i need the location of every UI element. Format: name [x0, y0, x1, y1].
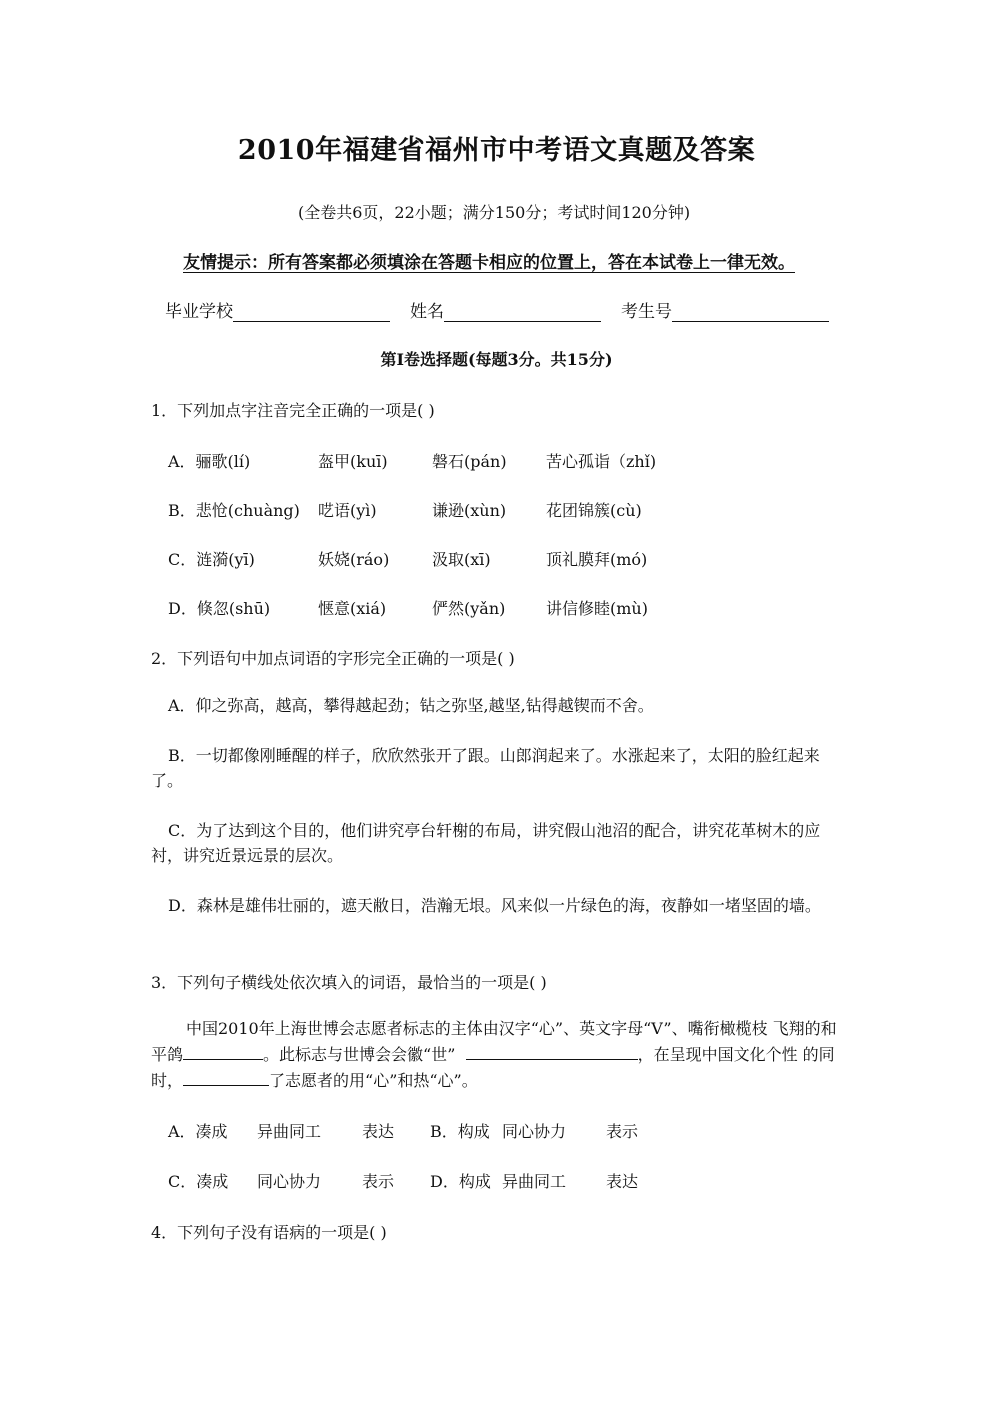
passage-text: 中国2010年上海世博会志愿者标志的主体由汉字“心”、英文字母“V”、嘴衔橄榄枝 飞翔的和平鸽 — [151, 1019, 837, 1064]
fill-blank-1[interactable] — [183, 1041, 263, 1060]
page-title: 2010年福建省福州市中考语文真题及答案 — [237, 135, 756, 166]
passage-text: 了志愿者的用“心”和热“心”。 — [269, 1071, 478, 1090]
question-1-stem: 1．下列加点字注音完全正确的一项是( ) — [151, 401, 435, 420]
school-label: 毕业学校 — [165, 302, 233, 322]
option-text: 表示 — [362, 1172, 395, 1191]
q2-option-a: A．仰之弥高，越高，攀得越起劲；钻之弥坚,越坚,钻得越锲而不舍。 — [168, 696, 654, 715]
school-field[interactable] — [165, 297, 390, 322]
option-text: 呓语(yì) — [318, 501, 377, 520]
passage-text: 。此标志与世博会会徽“世” — [263, 1045, 456, 1064]
option-text: 讲信修睦(mù) — [546, 599, 648, 618]
option-text: 惬意(xiá) — [318, 599, 387, 618]
section-title: 第Ⅰ卷选择题(每题3分。共15分) — [380, 350, 613, 369]
notice: 友情提示：所有答案都必须填涂在答题卡相应的位置上，答在本试卷上一律无效。 — [183, 253, 795, 273]
option-text: 表达 — [606, 1172, 639, 1191]
name-field[interactable] — [410, 297, 601, 322]
exam-info: (全卷共6页，22小题；满分150分；考试时间120分钟) — [298, 203, 691, 222]
option-text: 表达 — [362, 1122, 395, 1141]
option-text: A．凑成 — [168, 1122, 228, 1141]
option-text: 苦心孤诣（zhǐ) — [546, 452, 657, 471]
option-text: B．构成 — [430, 1122, 490, 1141]
option-text: D．构成 — [430, 1172, 491, 1191]
name-label: 姓名 — [410, 302, 444, 322]
option-text: 俨然(yǎn) — [432, 599, 506, 618]
passage-text: ，在呈现中国文化个性 的同时， — [151, 1045, 835, 1090]
q2-option-c: C．为了达到这个目的，他们讲究亭台轩榭的布局，讲究假山池沼的配合，讲究花革树木的应衬，讲究近景远景的层次。 — [151, 821, 821, 865]
option-text: A．骊歌(lí) — [168, 452, 251, 471]
option-text: D．倏忽(shū) — [168, 599, 271, 618]
question-3-stem: 3．下列句子横线处依次填入的词语，最恰当的一项是( ) — [151, 973, 547, 992]
q3-passage — [151, 1016, 846, 1093]
option-text: 汲取(xī) — [432, 550, 491, 569]
candidate-fields — [165, 297, 847, 322]
name-blank[interactable] — [444, 303, 601, 322]
option-text: 盔甲(kuī) — [318, 452, 388, 471]
option-text: B．悲怆(chuàng) — [168, 501, 300, 520]
q2-option-b: B．一切都像刚睡醒的样子，欣欣然张开了跟。山郎润起来了。水涨起来了，太阳的脸红起来了。 — [151, 746, 820, 790]
option-text: 异曲同工 — [257, 1122, 322, 1141]
exam-number-field[interactable] — [621, 297, 829, 322]
question-2-stem: 2．下列语句中加点词语的字形完全正确的一项是( ) — [151, 649, 515, 668]
option-text: 磐石(pán) — [432, 452, 507, 471]
exam-number-blank[interactable] — [672, 303, 829, 322]
option-text: 同心协力 — [502, 1122, 567, 1141]
option-text: C．凑成 — [168, 1172, 229, 1191]
fill-blank-3[interactable] — [183, 1067, 269, 1086]
option-text: 异曲同工 — [502, 1172, 567, 1191]
exam-number-label: 考生号 — [621, 302, 672, 322]
option-text: C．涟漪(yī) — [168, 550, 255, 569]
option-text: 妖娆(ráo) — [318, 550, 390, 569]
question-4-stem: 4．下列句子没有语病的一项是( ) — [151, 1223, 387, 1242]
q2-option-d: D．森林是雄伟壮丽的，遮天敝日，浩瀚无垠。风来似一片绿色的海，夜静如一堵坚固的墙。 — [168, 896, 821, 915]
option-text: 表示 — [606, 1122, 639, 1141]
school-blank[interactable] — [233, 303, 390, 322]
option-text: 花团锦簇(cù) — [546, 501, 642, 520]
option-text: 谦逊(xùn) — [432, 501, 507, 520]
fill-blank-2[interactable] — [466, 1041, 638, 1060]
option-text: 同心协力 — [257, 1172, 322, 1191]
option-text: 顶礼膜拜(mó) — [546, 550, 648, 569]
